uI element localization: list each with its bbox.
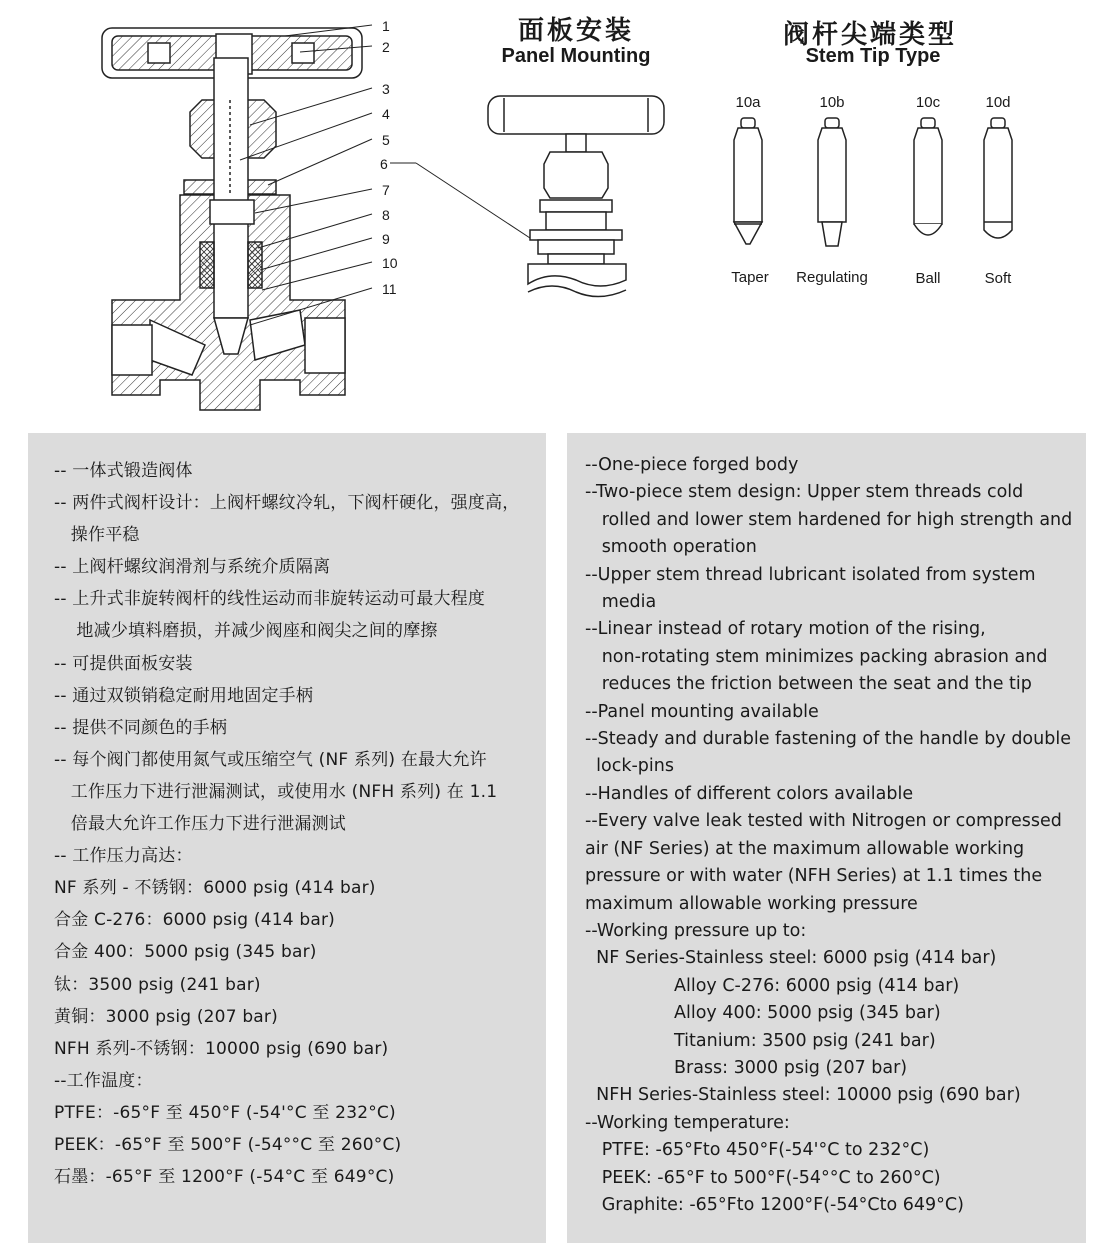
tip-name-taper: Taper <box>731 269 769 286</box>
zh-line: -- 每个阀门都使用氮气或压缩空气 (NF 系列) 在最大允许 <box>54 749 487 770</box>
en-line: Titanium: 3500 psig (241 bar) <box>585 1030 936 1051</box>
zh-line: 合金 C-276：6000 psig (414 bar) <box>54 910 336 931</box>
part-number-8: 8 <box>382 207 390 223</box>
part-number-4: 4 <box>382 106 390 122</box>
tip-name-soft: Soft <box>984 270 1012 287</box>
zh-line: -- 两件式阀杆设计：上阀杆螺纹冷轧，下阀杆硬化，强度高， <box>54 493 520 514</box>
zh-line: --工作温度： <box>54 1070 153 1091</box>
en-line: --Linear instead of rotary motion of the rising, <box>585 619 986 640</box>
en-line: Graphite: -65°Fto 1200°F(-54°Cto 649°C) <box>585 1194 964 1215</box>
zh-line: -- 上阀杆螺纹润滑剂与系统介质隔离 <box>54 557 331 578</box>
en-line: maximum allowable working pressure <box>585 893 918 914</box>
zh-line: 钛：3500 psig (241 bar) <box>54 974 261 995</box>
tip-code-10d: 10d <box>985 94 1011 111</box>
zh-line: -- 上升式非旋转阀杆的线性运动而非旋转运动可最大程度 <box>54 589 486 610</box>
en-line: lock-pins <box>585 756 674 777</box>
part-number-7: 7 <box>382 182 390 198</box>
stem-tip-title-zh: 阀杆尖端类型 <box>782 20 957 50</box>
en-line: NFH Series-Stainless steel: 10000 psig (690 bar) <box>585 1085 1021 1106</box>
zh-line: -- 可提供面板安装 <box>54 653 193 674</box>
en-line: PEEK: -65°F to 500°F(-54°°C to 260°C) <box>585 1167 941 1188</box>
zh-line: 黄铜：3000 psig (207 bar) <box>54 1006 278 1027</box>
zh-line: NFH 系列-不锈钢：10000 psig (690 bar) <box>54 1038 389 1059</box>
zh-line: -- 一体式锻造阀体 <box>54 461 193 481</box>
part-number-10: 10 <box>382 255 398 271</box>
en-line: non-rotating stem minimizes packing abrasion and <box>585 646 1048 667</box>
tip-name-regulating: Regulating <box>796 269 868 286</box>
zh-line: PEEK：-65°F 至 500°F (-54°°C 至 260°C) <box>54 1134 402 1155</box>
tip-code-10b: 10b <box>819 94 845 111</box>
valve-cross-section <box>102 28 362 410</box>
en-line: --Handles of different colors available <box>585 783 914 804</box>
en-line: media <box>585 592 657 613</box>
stem-tip-10a-drawing <box>734 118 762 244</box>
part-number-labels <box>380 18 398 297</box>
en-line: PTFE: -65°Fto 450°F(-54'°C to 232°C) <box>585 1140 930 1161</box>
en-line: --Steady and durable fastening of the handle by double <box>585 729 1071 750</box>
en-line: --Working pressure up to: <box>585 920 807 941</box>
en-line: --Working temperature: <box>585 1112 790 1133</box>
part-number-9: 9 <box>382 231 390 247</box>
stem-tip-10b-drawing <box>818 118 846 246</box>
zh-line: NF 系列 - 不锈钢：6000 psig (414 bar) <box>54 878 376 899</box>
zh-line: 地减少填料磨损，并减少阀座和阀尖之间的摩擦 <box>54 621 438 642</box>
stem-tip-labels <box>731 94 1012 287</box>
zh-line: -- 提供不同颜色的手柄 <box>54 717 228 738</box>
en-line: Alloy 400: 5000 psig (345 bar) <box>585 1003 941 1024</box>
zh-line: 倍最大允许工作压力下进行泄漏测试 <box>54 814 347 835</box>
en-line: rolled and lower stem hardened for high strength and <box>585 509 1073 530</box>
features-panel-en <box>567 433 1086 1243</box>
part-number-2: 2 <box>382 39 390 55</box>
en-line: Alloy C-276: 6000 psig (414 bar) <box>585 975 960 996</box>
zh-line: 合金 400：5000 psig (345 bar) <box>54 942 317 963</box>
en-line: NF Series-Stainless steel: 6000 psig (414 bar) <box>585 948 997 969</box>
stem-tip-title-en: Stem Tip Type <box>805 45 941 67</box>
part-number-6: 6 <box>380 156 388 172</box>
tip-code-10a: 10a <box>735 94 761 111</box>
panel-mounting-title-en: Panel Mounting <box>501 45 651 67</box>
zh-line: 操作平稳 <box>54 525 140 546</box>
zh-line: -- 工作压力高达： <box>54 846 193 867</box>
zh-line: 工作压力下进行泄漏测试，或使用水 (NFH 系列) 在 1.1 <box>54 781 498 802</box>
part-number-11: 11 <box>382 281 397 297</box>
en-line: Brass: 3000 psig (207 bar) <box>585 1057 908 1078</box>
panel-mounting-title-zh: 面板安装 <box>517 16 634 46</box>
en-line: smooth operation <box>585 537 757 558</box>
features-panel-zh <box>28 433 546 1243</box>
en-line: --One-piece forged body <box>585 455 799 475</box>
panel-mounting-drawing <box>488 96 664 297</box>
part-number-3: 3 <box>382 81 390 97</box>
en-line: --Panel mounting available <box>585 701 819 722</box>
stem-tip-10c-drawing <box>914 118 942 235</box>
stem-tip-10d-drawing <box>984 118 1012 238</box>
zh-line: -- 通过双锁销稳定耐用地固定手柄 <box>54 685 314 706</box>
en-line: reduces the friction between the seat and the tip <box>585 674 1032 695</box>
zh-line: PTFE：-65°F 至 450°F (-54'°C 至 232°C) <box>54 1102 396 1123</box>
tip-name-ball: Ball <box>915 270 941 287</box>
part-number-5: 5 <box>382 132 390 148</box>
en-line: --Every valve leak tested with Nitrogen or compressed <box>585 811 1062 832</box>
en-line: pressure or with water (NFH Series) at 1.1 times the <box>585 866 1043 887</box>
en-line: --Two-piece stem design: Upper stem threads cold <box>585 482 1024 503</box>
zh-line: 石墨：-65°F 至 1200°F (-54°C 至 649°C) <box>54 1167 395 1188</box>
diagram-area <box>0 0 1102 425</box>
en-line: --Upper stem thread lubricant isolated from system <box>585 564 1036 585</box>
tip-code-10c: 10c <box>915 94 941 111</box>
part-number-1: 1 <box>382 18 390 34</box>
en-line: air (NF Series) at the maximum allowable working <box>585 838 1025 859</box>
